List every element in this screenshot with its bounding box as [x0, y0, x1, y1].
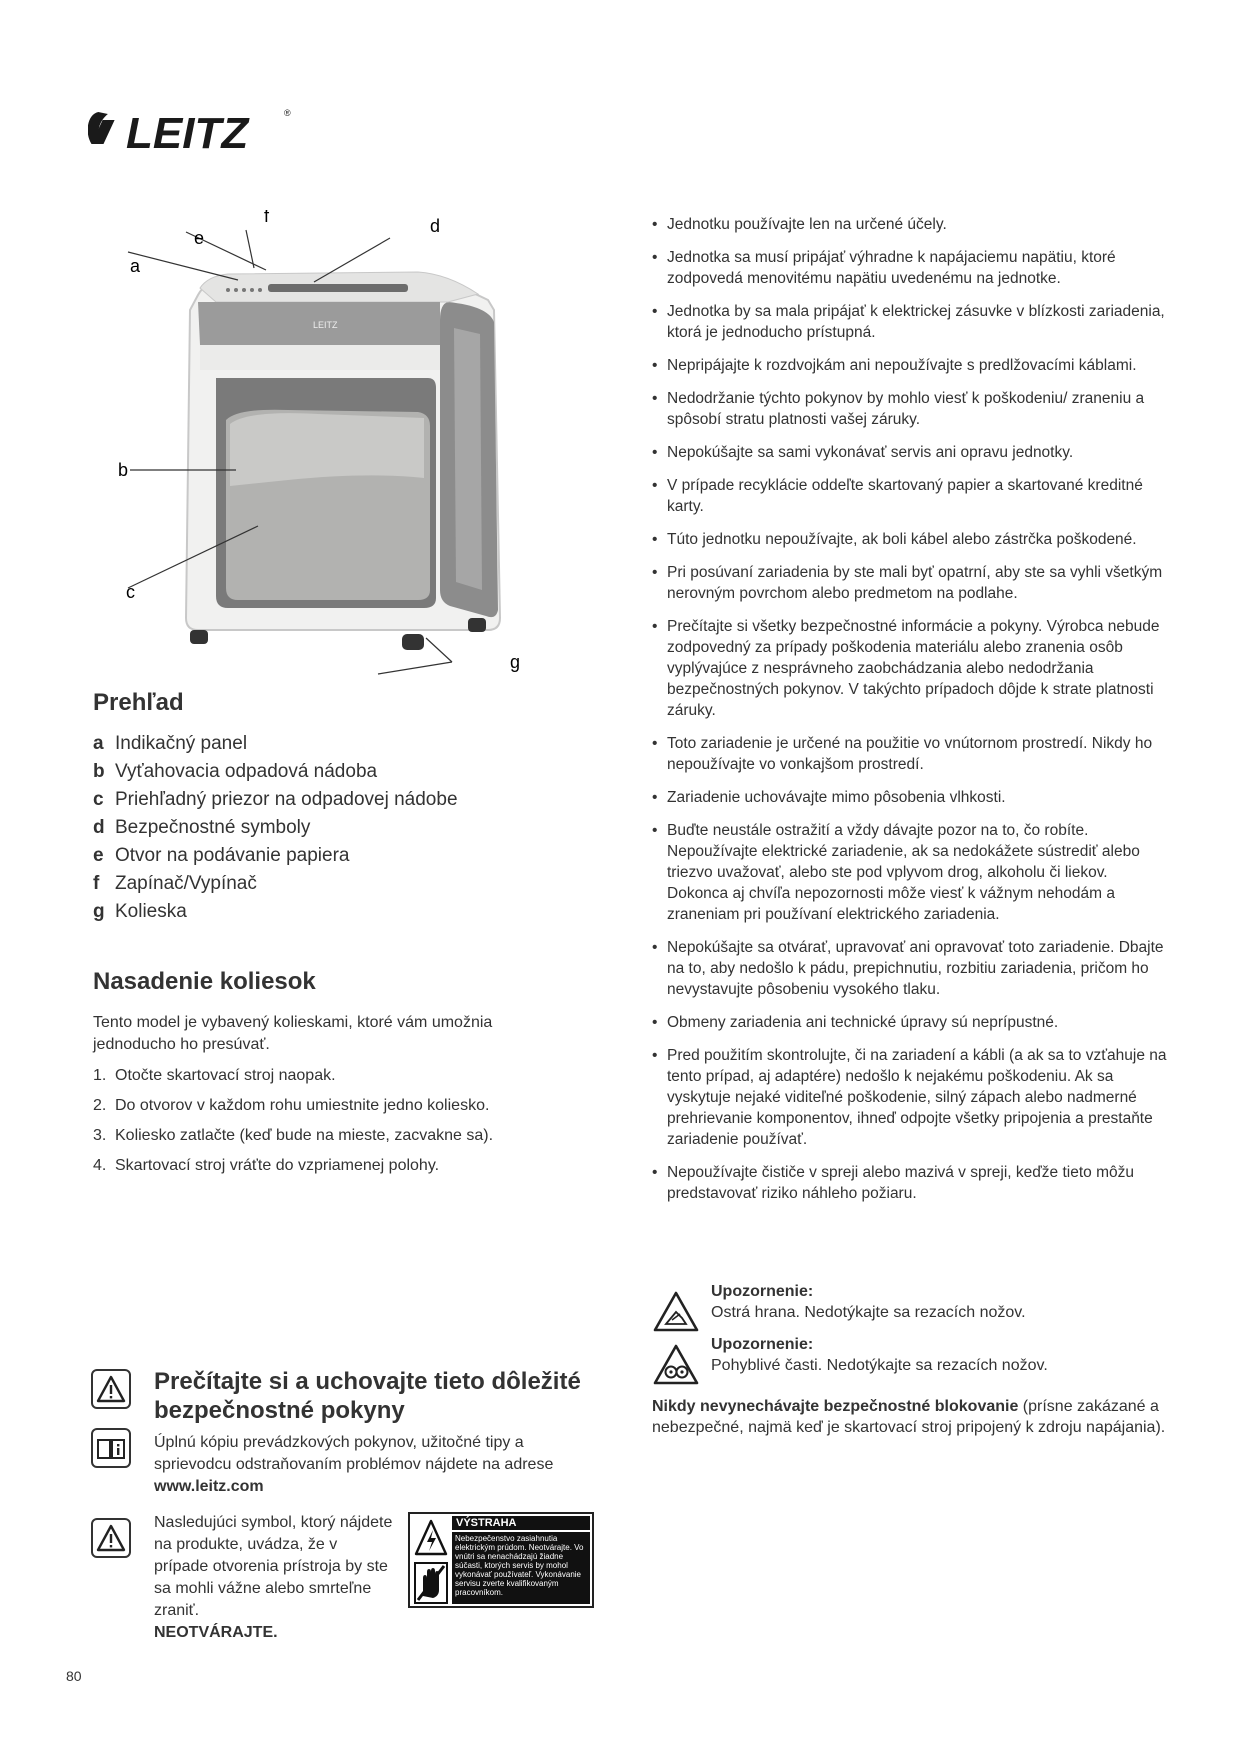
overview-item: a Indikačný panel	[93, 733, 248, 754]
caution-title: Upozornenie:	[711, 1283, 814, 1300]
bullet-item: • Nepoužívajte čističe v spreji alebo mazivá v spreji, keďže tieto môžu predstavovať riziko náhleho požiaru.	[652, 1162, 1172, 1204]
page-number: 80	[66, 1668, 82, 1684]
bullet-item: • Pred použitím skontrolujte, či na zariadení a kábli (a ak sa to vzťahuje na tento prípad, aj adaptére) nedošlo k nejakému poškodeniu. Ak sa vyskytuje nejaké viditeľné poškodenie, silný zápach alebo nadmerné prehrievanie komponentov, ihneď odpojte všetky pripojenia a prestaňte zariadenie používať.	[652, 1045, 1172, 1150]
casters-steps	[93, 1061, 493, 1181]
overview-item: b Vyťahovacia odpadová nádoba	[93, 761, 378, 782]
caution-title: Upozornenie:	[711, 1336, 814, 1353]
svg-text:LEITZ: LEITZ	[313, 320, 338, 330]
warning-label-header: VÝSTRAHA	[452, 1516, 590, 1530]
warning-triangle-icon	[91, 1369, 131, 1409]
bullet-item: • Prečítajte si všetky bezpečnostné informácie a pokyny. Výrobca nebude zodpovedný za prípady poškodenia materiálu alebo zranenia osôb vyplývajúce z nesprávneho zaobchádzania alebo nedodržania bezpečnostných pokynov. V takýchto prípadoch dôjde k strate platnosti záruky.	[652, 616, 1172, 721]
electric-hazard-icon	[414, 1518, 448, 1558]
svg-text:®: ®	[284, 108, 291, 118]
overview-item: g Kolieska	[93, 901, 187, 922]
symbol-text: Nasledujúci symbol, ktorý nájdete na produkte, uvádza, že v prípade otvorenia prístroja by ste sa mohli vážne alebo smrteľne zraniť. NEOTVÁRAJTE.	[154, 1512, 394, 1644]
bullet-item: • Jednotka by sa mala pripájať k elektrickej zásuvke v blízkosti zariadenia, ktorá je jednoducho prístupná.	[652, 301, 1172, 343]
bullet-item: • Buďte neustále ostražití a vždy dávajte pozor na to, čo robíte. Nepoužívajte elektrické zariadenie, ak sa nedokážete sústrediť alebo triezvo uvažovať, alebo ste pod vplyvom drog, alkoholu či liekov. Dokonca aj chvíľa nepozornosti môže viesť k vážnym nehodám a zraneniam pri používaní elektrického zariadenia.	[652, 820, 1172, 925]
step-item: 1. Otočte skartovací stroj naopak.	[93, 1067, 336, 1084]
manual-text: Úplnú kópiu prevádzkových pokynov, užitočné tipy a sprievodcu odstraňovaním problémov nájdete na adrese www.leitz.com	[154, 1432, 594, 1498]
bullet-item: • Jednotku používajte len na určené účely.	[652, 214, 1172, 235]
manual-book-icon	[91, 1428, 131, 1468]
never-bypass-text: Nikdy nevynechávajte bezpečnostné blokovanie (prísne zakázané a nebezpečné, najmä keď je skartovací stroj pripojený k zdroju napájania).	[652, 1398, 1166, 1436]
bullet-item: • Nepokúšajte sa sami vykonávať servis ani opravu jednotky.	[652, 442, 1172, 463]
overview-heading: Prehľad	[93, 689, 184, 716]
sharp-edge-icon	[652, 1290, 700, 1334]
step-item: 3. Koliesko zatlačte (keď bude na mieste, zacvakne sa).	[93, 1127, 494, 1144]
warning-label-body: Nebezpečenstvo zasiahnutia elektrickým prúdom. Neotvárajte. Vo vnútri sa nenachádzajú žiadne súčasti, ktorých servis by mohol vykonávať používateľ. Vykonávanie servisu zverte kvalifikovaným pracovníkom.	[452, 1532, 590, 1604]
callout-e: e	[194, 228, 205, 248]
svg-text:LEITZ: LEITZ	[126, 109, 249, 156]
bullet-item: • Nedodržanie týchto pokynov by mohlo viesť k poškodeniu/ zraneniu a spôsobí stratu platnosti vašej záruky.	[652, 388, 1172, 430]
caution-text: Pohyblivé časti. Nedotýkajte sa rezacích nožov.	[711, 1357, 1048, 1374]
warning-label	[408, 1512, 594, 1608]
overview-item: f Zapínač/Vypínač	[93, 873, 257, 894]
safety-heading: Prečítajte si a uchovajte tieto dôležité bezpečnostné pokyny	[154, 1368, 581, 1424]
callout-g: g	[510, 652, 521, 672]
casters-intro: Tento model je vybavený kolieskami, ktoré vám umožnia jednoducho ho presúvať.	[93, 1014, 493, 1053]
bullet-item: • Obmeny zariadenia ani technické úpravy sú neprípustné.	[652, 1012, 1172, 1033]
bullet-item: • Pri posúvaní zariadenia by ste mali byť opatrní, aby ste sa vyhli všetkým nerovným povrchom alebo predmetom na podlahe.	[652, 562, 1172, 604]
overview-list	[93, 730, 458, 926]
no-hand-icon	[414, 1562, 448, 1604]
bullet-item: • Zariadenie uchovávajte mimo pôsobenia vlhkosti.	[652, 787, 1172, 808]
bullet-item: • Nepokúšajte sa otvárať, upravovať ani opravovať toto zariadenie. Dbajte na to, aby nedošlo k pádu, prepichnutiu, rozbitiu zariadenia, pričom ho nevystavujte pôsobeniu vysokého tlaku.	[652, 937, 1172, 1000]
step-item: 4. Skartovací stroj vráťte do vzpriamenej polohy.	[93, 1157, 440, 1174]
bullet-item: • Nepripájajte k rozdvojkám ani nepoužívajte s predlžovacími káblami.	[652, 355, 1172, 376]
callout-a: a	[130, 256, 141, 276]
step-item: 2. Do otvorov v každom rohu umiestnite jedno koliesko.	[93, 1097, 490, 1114]
callout-d: d	[430, 216, 441, 236]
shredder-illustration	[118, 210, 558, 700]
bullet-item: • Túto jednotku nepoužívajte, ak boli kábel alebo zástrčka poškodené.	[652, 529, 1172, 550]
leitz-logo-mark	[88, 104, 298, 156]
bullet-item: • Jednotka sa musí pripájať výhradne k napájaciemu napätiu, ktoré zodpovedá menovitému napätiu uvedenému na jednotke.	[652, 247, 1172, 289]
callout-c: c	[126, 582, 135, 602]
moving-parts-icon	[652, 1343, 700, 1387]
caution-text: Ostrá hrana. Nedotýkajte sa rezacích nožov.	[711, 1304, 1026, 1321]
warning-triangle-icon	[91, 1518, 131, 1558]
callout-f: f	[264, 210, 270, 226]
overview-item: e Otvor na podávanie papiera	[93, 845, 350, 866]
bullet-item: • V prípade recyklácie oddeľte skartovaný papier a skartované kreditné karty.	[652, 475, 1172, 517]
callout-b: b	[118, 460, 129, 480]
leitz-logo	[88, 104, 298, 156]
safety-bullets	[652, 214, 1172, 1216]
do-not-open-text: NEOTVÁRAJTE.	[154, 1624, 278, 1641]
casters-heading: Nasadenie koliesok	[93, 968, 316, 995]
bullet-item: • Toto zariadenie je určené na použitie vo vnútornom prostredí. Nikdy ho nepoužívajte vo vonkajšom prostredí.	[652, 733, 1172, 775]
overview-item: c Priehľadný priezor na odpadovej nádobe	[93, 789, 458, 810]
manual-url: www.leitz.com	[154, 1478, 264, 1495]
overview-item: d Bezpečnostné symboly	[93, 817, 311, 838]
